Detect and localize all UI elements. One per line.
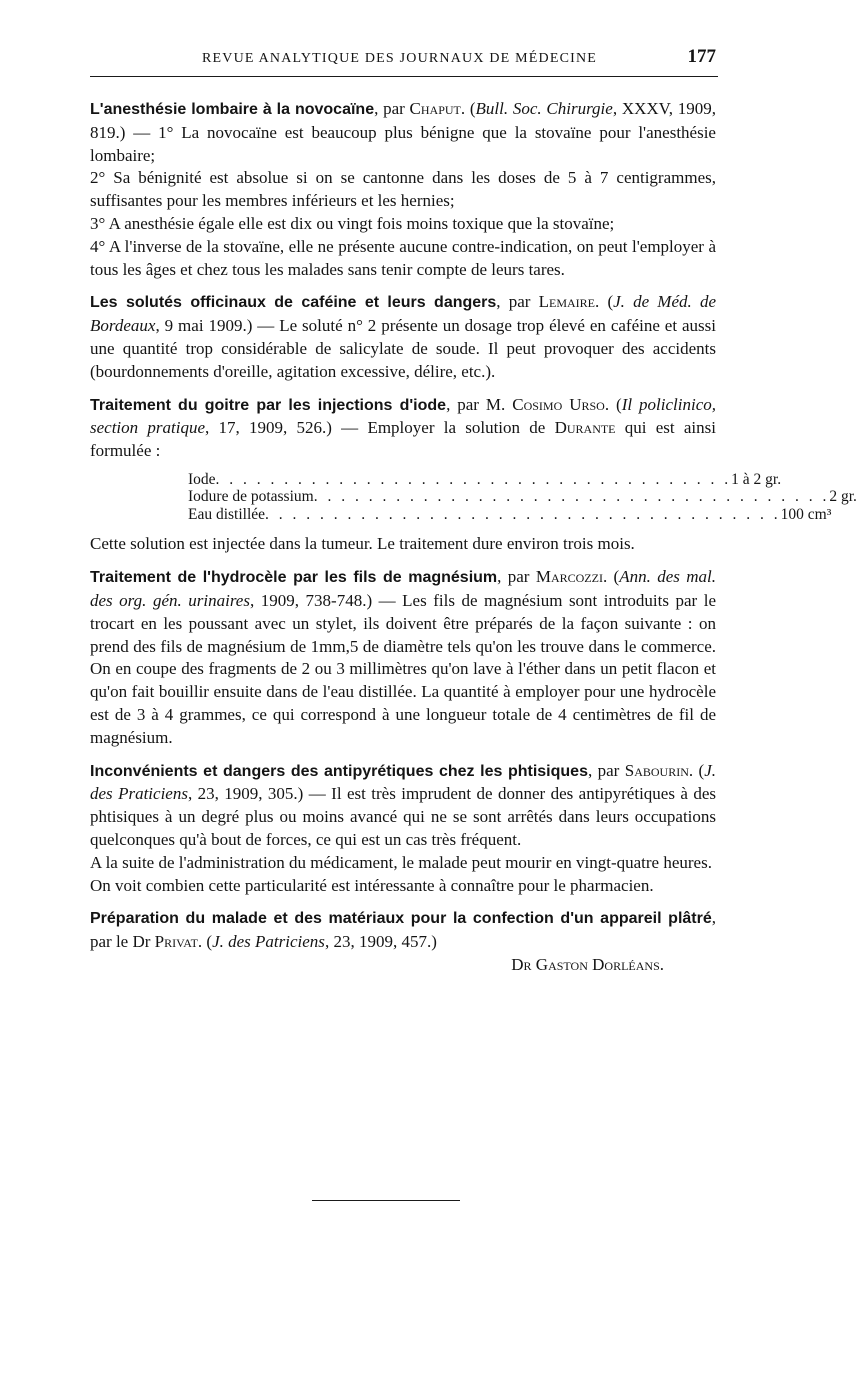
recipe-table bbox=[188, 470, 857, 524]
article-body: Le soluté n° 2 présente un dosage trop élevé en caféine et aussi une quantité trop considérable de salicylate de soude. Il peut provoquer des accidents (bourdonnements d'oreille, agitation excessive, délire, etc.). bbox=[90, 316, 716, 381]
article-paragraph: A la suite de l'administration du médicament, le malade peut mourir en vingt-quatre heures. bbox=[90, 852, 712, 872]
article-4-lead bbox=[90, 566, 716, 749]
article-1-lead bbox=[90, 98, 716, 167]
leader-dots: . . . . . . . . . . . . . . . . . . . . . . . . . . . . . . . . . . . . . . bbox=[313, 488, 830, 506]
article-2-lead bbox=[90, 291, 716, 383]
article-paragraph: On voit combien cette particularité est intéressante à connaître pour le pharmacien. bbox=[90, 875, 654, 895]
article-title: Préparation du malade et des matériaux pour la confection d'un appareil plâtré bbox=[90, 910, 712, 928]
signature: Dr Gaston Dorléans. bbox=[511, 955, 664, 974]
article-author: Chaput bbox=[409, 99, 461, 118]
article-by: , par bbox=[497, 567, 536, 587]
article-author: Lemaire bbox=[538, 292, 596, 312]
article-3-lead bbox=[90, 394, 716, 463]
article-title: Traitement de l'hydrocèle par les fils de magnésium bbox=[90, 569, 498, 587]
article-author: Cosimo Urso bbox=[512, 394, 605, 414]
article-paragraph: 4° A l'inverse de la stovaïne, elle ne présente aucune contre-indication, on peut l'employer à tous les âges et chez tous les malades sans tenir compte de leurs tares. bbox=[90, 236, 716, 279]
ref-open: . ( bbox=[602, 567, 620, 587]
recipe-row bbox=[188, 505, 832, 524]
article-journal: J. des Praticiens bbox=[90, 760, 716, 804]
ref-rest: , 9 mai 1909.) — bbox=[155, 316, 280, 336]
article-by: , par le Dr bbox=[90, 908, 716, 952]
article-journal: Bull. Soc. Chirurgie bbox=[475, 99, 613, 118]
article-body: Il est très imprudent de donner des antipyrétiques à des phtisiques à un degré plus ou moins avancé qui ne se sont arrêtés dans leurs occupations quelconques qu'à bout de forces, ce qui est un cas très fréquent. bbox=[90, 784, 716, 850]
article-by: , par bbox=[374, 99, 410, 118]
recipe-row bbox=[188, 470, 782, 489]
ref-open: . ( bbox=[595, 292, 614, 312]
ref-open: . ( bbox=[604, 394, 622, 414]
recipe-dose: 1 à 2 gr. bbox=[731, 470, 782, 488]
ref-open: . ( bbox=[688, 760, 705, 780]
article-by: , par bbox=[587, 760, 625, 780]
recipe-ingredient: Eau distillée bbox=[188, 505, 266, 523]
body-text bbox=[90, 98, 857, 977]
leader-dots: . . . . . . . . . . . . . . . . . . . . . . . . . . . . . . . . . . . . . . bbox=[265, 505, 781, 523]
article-journal: Il policlinico, section pratique bbox=[90, 394, 716, 438]
article-paragraph: 2° Sa bénignité est absolue si on se cantonne dans les doses de 5 à 7 centigrammes, suffisantes pour les membres inférieurs et les hernies; bbox=[90, 168, 716, 211]
article-5-lead bbox=[90, 760, 716, 852]
article-title: Les solutés officinaux de caféine et leurs dangers bbox=[90, 294, 497, 312]
running-title: REVUE ANALYTIQUE DES JOURNAUX DE MÉDECINE bbox=[202, 51, 598, 66]
recipe-dose: 100 cm³ bbox=[780, 505, 832, 523]
ref-rest: , 23, 1909, 457.) bbox=[324, 932, 437, 952]
recipe-ingredient: Iodure de potassium bbox=[188, 488, 314, 506]
article-title: L'anesthésie lombaire à la novocaïne bbox=[90, 101, 375, 118]
article-author: Sabourin bbox=[624, 760, 689, 780]
article-paragraph: 1° La novocaïne est beaucoup plus bénigne que la stovaïne pour l'anesthésie lombaire; bbox=[90, 122, 716, 165]
article-body: Employer la solution de bbox=[367, 418, 555, 438]
article-author: Privat bbox=[154, 932, 198, 952]
article-journal: J. des Patriciens bbox=[212, 932, 325, 952]
article-title: Inconvénients et dangers des antipyrétiques chez les phtisiques bbox=[90, 762, 588, 780]
ref-rest: , 23, 1909, 305.) — bbox=[187, 784, 332, 804]
article-6-lead bbox=[90, 907, 716, 954]
person-name: Durante bbox=[554, 418, 616, 438]
article-title: Traitement du goitre par les injections d'iode bbox=[90, 396, 447, 414]
recipe-ingredient: Iode bbox=[188, 470, 216, 488]
article-journal: J. de Méd. de Bordeaux bbox=[90, 292, 716, 336]
running-header bbox=[90, 46, 718, 77]
recipe-dose: 2 gr. bbox=[829, 488, 857, 506]
ref-rest: , 17, 1909, 526.) — bbox=[205, 418, 368, 438]
leader-dots: . . . . . . . . . . . . . . . . . . . . . . . . . . . . . . . . . . . . . . bbox=[215, 470, 732, 488]
end-rule bbox=[312, 1200, 460, 1201]
ref-rest: , XXXV, 1909, 819.) — bbox=[90, 99, 716, 142]
recipe-row bbox=[188, 488, 857, 506]
article-body: Les fils de magnésium sont introduits par le trocart en les poussant avec un stylet, ils doivent être préparés de la façon suivante : on prend des fils de magnésium de 1mm,5 de diamètre tels qu'on les trouve dans le commerce. On en coupe des fragments de 2 ou 3 millimètres qu'on lave à l'éther dans un petit flacon et qu'on fait bouillir ensuite dans de l'eau distillée. La quantité à employer pour une hydrocèle est de 3 à 4 grammes, ce qui correspond à une longueur totale de 4 centimètres de fil de magnésium. bbox=[90, 591, 716, 747]
article-by: , par M. bbox=[446, 394, 513, 414]
article-body: qui est ainsi formulée : bbox=[90, 418, 716, 461]
ref-open: . ( bbox=[197, 932, 213, 952]
article-author: Marcozzi bbox=[535, 567, 603, 587]
ref-rest: , 1909, 738-748.) — bbox=[249, 591, 403, 611]
article-journal: Ann. des mal. des org. gén. urinaires bbox=[90, 567, 716, 611]
ref-open: . ( bbox=[460, 99, 476, 118]
article-paragraph: 3° A anesthésie égale elle est dix ou vingt fois moins toxique que la stovaïne; bbox=[90, 213, 615, 233]
article-paragraph: Cette solution est injectée dans la tumeur. Le traitement dure environ trois mois. bbox=[90, 534, 635, 554]
article-by: , par bbox=[496, 292, 539, 312]
page-number: 177 bbox=[687, 46, 716, 67]
